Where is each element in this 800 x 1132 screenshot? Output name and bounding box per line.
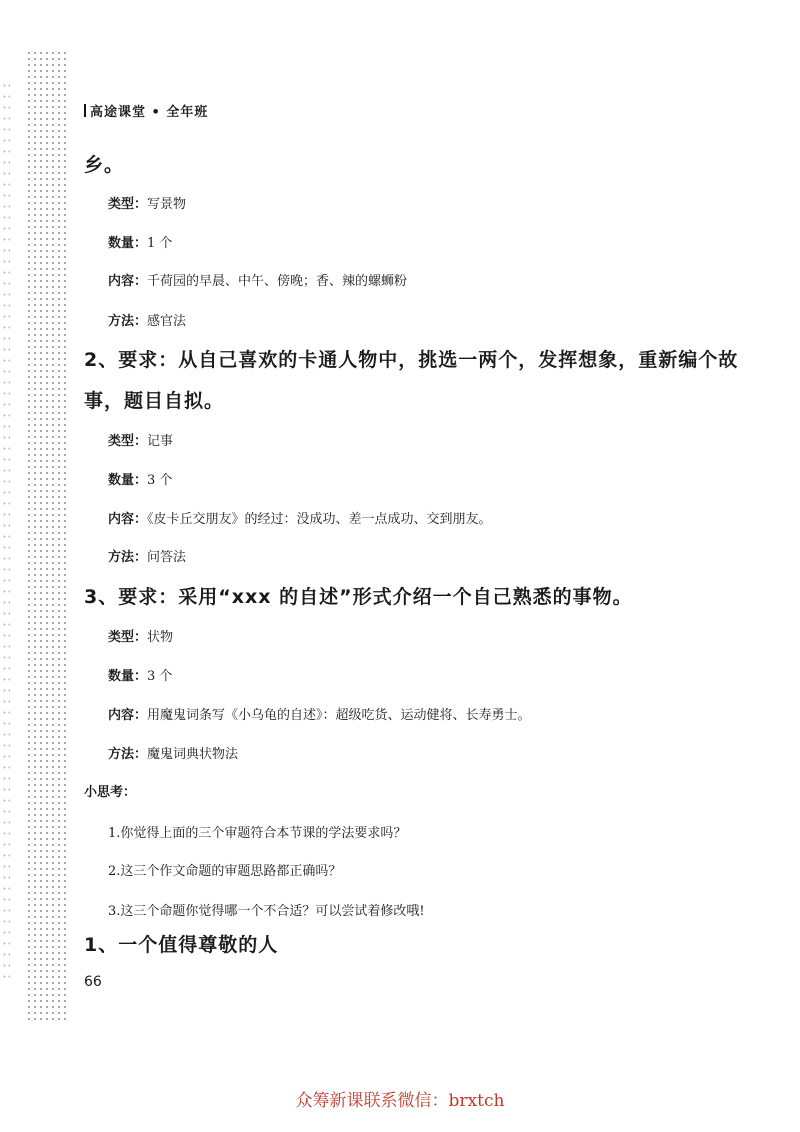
s1-type: 类型：写景物 bbox=[108, 197, 187, 212]
thinking-question-1: 1.你觉得上面的三个审题符合本节课的学法要求吗？ bbox=[108, 826, 407, 841]
next-heading: 1、一个值得尊敬的人 bbox=[84, 934, 279, 956]
thinking-question-2: 2.这三个作文命题的审题思路都正确吗？ bbox=[108, 864, 342, 879]
s3-method: 方法：魔鬼词典状物法 bbox=[108, 747, 239, 762]
s3-content: 内容：用魔鬼词条写《小乌龟的自述》：超级吃货、运动健将、长寿勇士。 bbox=[108, 708, 531, 723]
header-bar bbox=[84, 104, 86, 117]
s3-type: 类型：状物 bbox=[108, 630, 174, 645]
s2-title-line2: 事，题目自拟。 bbox=[84, 390, 225, 412]
header-title: 高途课堂 • 全年班 bbox=[90, 105, 209, 120]
s2-title-line1: 2、要求：从自己喜欢的卡通人物中，挑选一两个，发挥想象，重新编个故 bbox=[84, 349, 739, 371]
s3-count: 数量：3 个 bbox=[108, 669, 173, 684]
s2-method: 方法：问答法 bbox=[108, 550, 187, 565]
running-header bbox=[84, 101, 208, 120]
margin-dot-grid bbox=[26, 50, 70, 1020]
s2-count: 数量：3 个 bbox=[108, 473, 173, 488]
s1-method: 方法：感官法 bbox=[108, 314, 187, 329]
footer-watermark: 众筹新课联系微信：brxtch bbox=[295, 1091, 505, 1111]
thinking-question-3: 3.这三个命题你觉得哪一个不合适？可以尝试着修改哦! bbox=[108, 904, 425, 919]
s2-type: 类型：记事 bbox=[108, 434, 174, 449]
s2-content: 内容：《皮卡丘交朋友》的经过：没成功、差一点成功、交到朋友。 bbox=[108, 512, 492, 527]
s1-count: 数量：1 个 bbox=[108, 236, 173, 251]
thinking-label: 小思考： bbox=[84, 785, 137, 800]
top-fragment: 乡。 bbox=[84, 154, 125, 176]
s3-title: 3、要求：采用“xxx 的自述”形式介绍一个自己熟悉的事物。 bbox=[84, 586, 633, 608]
scan-edge-dots bbox=[2, 80, 10, 980]
page-number: 66 bbox=[84, 974, 102, 990]
s1-content: 内容：千荷园的早晨、中午、傍晚；香、辣的螺蛳粉 bbox=[108, 274, 408, 289]
